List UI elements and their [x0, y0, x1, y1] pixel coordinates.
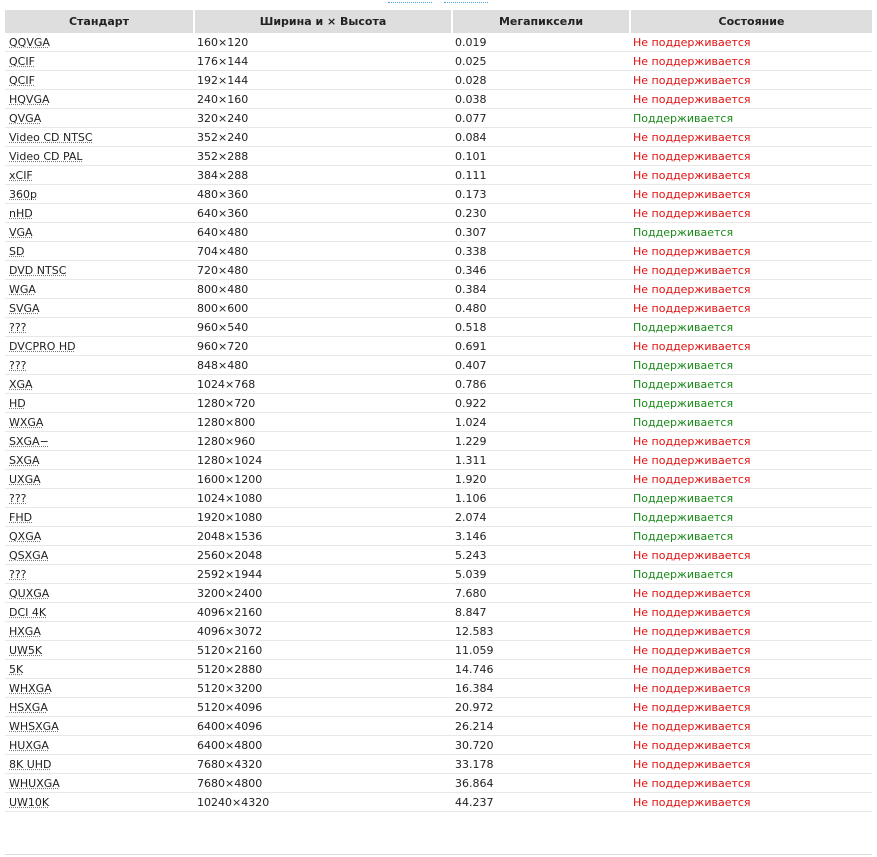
cell-megapixels: 26.214	[451, 717, 629, 736]
cell-standard[interactable]: SVGA	[5, 299, 193, 318]
cell-standard[interactable]: SD	[5, 242, 193, 261]
cell-standard[interactable]: Video CD PAL	[5, 147, 193, 166]
table-row	[5, 109, 872, 128]
cell-standard[interactable]: QVGA	[5, 109, 193, 128]
cell-resolution: 3200×2400	[193, 584, 451, 603]
cell-status: Поддерживается	[629, 413, 872, 432]
table-row	[5, 717, 872, 736]
cell-resolution: 1280×800	[193, 413, 451, 432]
table-row	[5, 128, 872, 147]
cell-megapixels: 16.384	[451, 679, 629, 698]
table-row	[5, 508, 872, 527]
cell-resolution: 1280×960	[193, 432, 451, 451]
table-row	[5, 546, 872, 565]
table-row	[5, 204, 872, 223]
table-row	[5, 584, 872, 603]
top-dotted-decoration	[0, 0, 877, 6]
table-row	[5, 33, 872, 52]
resolution-table	[5, 10, 872, 812]
cell-status: Не поддерживается	[629, 660, 872, 679]
cell-standard[interactable]: FHD	[5, 508, 193, 527]
table-row	[5, 565, 872, 584]
cell-standard[interactable]: WXGA	[5, 413, 193, 432]
cell-status: Не поддерживается	[629, 337, 872, 356]
cell-status: Поддерживается	[629, 223, 872, 242]
table-row	[5, 242, 872, 261]
table-row	[5, 641, 872, 660]
cell-standard[interactable]: QCIF	[5, 52, 193, 71]
cell-megapixels: 33.178	[451, 755, 629, 774]
cell-status: Не поддерживается	[629, 71, 872, 90]
cell-status: Не поддерживается	[629, 242, 872, 261]
table-row	[5, 736, 872, 755]
cell-resolution: 960×540	[193, 318, 451, 337]
cell-status: Поддерживается	[629, 394, 872, 413]
cell-standard[interactable]: QUXGA	[5, 584, 193, 603]
cell-standard[interactable]: HSXGA	[5, 698, 193, 717]
cell-megapixels: 0.518	[451, 318, 629, 337]
cell-resolution: 320×240	[193, 109, 451, 128]
cell-megapixels: 0.691	[451, 337, 629, 356]
cell-status: Поддерживается	[629, 527, 872, 546]
cell-resolution: 352×288	[193, 147, 451, 166]
cell-standard[interactable]: HUXGA	[5, 736, 193, 755]
cell-resolution: 5120×3200	[193, 679, 451, 698]
cell-megapixels: 5.039	[451, 565, 629, 584]
cell-resolution: 720×480	[193, 261, 451, 280]
cell-standard[interactable]: HD	[5, 394, 193, 413]
cell-megapixels: 44.237	[451, 793, 629, 812]
cell-megapixels: 0.230	[451, 204, 629, 223]
cell-standard[interactable]: 360p	[5, 185, 193, 204]
table-row	[5, 356, 872, 375]
cell-status: Поддерживается	[629, 489, 872, 508]
cell-megapixels: 1.106	[451, 489, 629, 508]
cell-resolution: 5120×2880	[193, 660, 451, 679]
cell-standard[interactable]: 5K	[5, 660, 193, 679]
bottom-divider	[5, 854, 872, 855]
cell-status: Поддерживается	[629, 109, 872, 128]
table-row	[5, 470, 872, 489]
cell-standard[interactable]: xCIF	[5, 166, 193, 185]
cell-resolution: 240×160	[193, 90, 451, 109]
cell-status: Не поддерживается	[629, 451, 872, 470]
cell-standard[interactable]: DVCPRO HD	[5, 337, 193, 356]
table-row	[5, 223, 872, 242]
cell-status: Поддерживается	[629, 565, 872, 584]
table-row	[5, 451, 872, 470]
cell-status: Не поддерживается	[629, 546, 872, 565]
cell-megapixels: 0.338	[451, 242, 629, 261]
table-row	[5, 147, 872, 166]
cell-megapixels: 20.972	[451, 698, 629, 717]
table-row	[5, 90, 872, 109]
cell-megapixels: 0.384	[451, 280, 629, 299]
cell-status: Не поддерживается	[629, 679, 872, 698]
cell-status: Поддерживается	[629, 356, 872, 375]
cell-standard[interactable]: SXGA	[5, 451, 193, 470]
cell-status: Не поддерживается	[629, 33, 872, 52]
cell-resolution: 1280×1024	[193, 451, 451, 470]
cell-resolution: 1920×1080	[193, 508, 451, 527]
table-row	[5, 299, 872, 318]
cell-status: Поддерживается	[629, 318, 872, 337]
cell-standard[interactable]: SXGA−	[5, 432, 193, 451]
cell-resolution: 160×120	[193, 33, 451, 52]
cell-status: Не поддерживается	[629, 622, 872, 641]
cell-megapixels: 0.101	[451, 147, 629, 166]
cell-resolution: 192×144	[193, 71, 451, 90]
cell-status: Поддерживается	[629, 375, 872, 394]
cell-resolution: 2560×2048	[193, 546, 451, 565]
cell-resolution: 704×480	[193, 242, 451, 261]
cell-megapixels: 5.243	[451, 546, 629, 565]
cell-resolution: 960×720	[193, 337, 451, 356]
table-row	[5, 185, 872, 204]
cell-resolution: 384×288	[193, 166, 451, 185]
cell-status: Не поддерживается	[629, 166, 872, 185]
cell-standard[interactable]: XGA	[5, 375, 193, 394]
cell-standard[interactable]: WHUXGA	[5, 774, 193, 793]
cell-standard[interactable]: ???	[5, 489, 193, 508]
table-row	[5, 375, 872, 394]
cell-resolution: 5120×2160	[193, 641, 451, 660]
cell-megapixels: 1.024	[451, 413, 629, 432]
cell-megapixels: 3.146	[451, 527, 629, 546]
cell-megapixels: 8.847	[451, 603, 629, 622]
cell-megapixels: 0.173	[451, 185, 629, 204]
table-row	[5, 280, 872, 299]
table-row	[5, 432, 872, 451]
cell-standard[interactable]: QQVGA	[5, 33, 193, 52]
cell-megapixels: 30.720	[451, 736, 629, 755]
cell-status: Не поддерживается	[629, 603, 872, 622]
cell-megapixels: 0.111	[451, 166, 629, 185]
cell-megapixels: 12.583	[451, 622, 629, 641]
cell-resolution: 848×480	[193, 356, 451, 375]
cell-status: Не поддерживается	[629, 128, 872, 147]
cell-status: Не поддерживается	[629, 204, 872, 223]
cell-standard[interactable]: WHSXGA	[5, 717, 193, 736]
cell-standard[interactable]: QSXGA	[5, 546, 193, 565]
cell-status: Не поддерживается	[629, 793, 872, 812]
header-status: Состояние	[629, 10, 872, 33]
cell-status: Не поддерживается	[629, 299, 872, 318]
cell-resolution: 352×240	[193, 128, 451, 147]
cell-resolution: 1600×1200	[193, 470, 451, 489]
cell-status: Не поддерживается	[629, 280, 872, 299]
table-row	[5, 622, 872, 641]
cell-standard[interactable]: VGA	[5, 223, 193, 242]
cell-standard[interactable]: ???	[5, 318, 193, 337]
cell-resolution: 640×360	[193, 204, 451, 223]
cell-status: Не поддерживается	[629, 90, 872, 109]
table-row	[5, 527, 872, 546]
cell-status: Не поддерживается	[629, 52, 872, 71]
cell-megapixels: 0.346	[451, 261, 629, 280]
header-standard: Стандарт	[5, 10, 193, 33]
cell-megapixels: 0.084	[451, 128, 629, 147]
table-row	[5, 489, 872, 508]
cell-resolution: 4096×3072	[193, 622, 451, 641]
cell-resolution: 640×480	[193, 223, 451, 242]
table-row	[5, 698, 872, 717]
cell-resolution: 4096×2160	[193, 603, 451, 622]
table-row	[5, 52, 872, 71]
table-row	[5, 603, 872, 622]
cell-status: Не поддерживается	[629, 641, 872, 660]
cell-standard[interactable]: WGA	[5, 280, 193, 299]
table-row	[5, 318, 872, 337]
table-row	[5, 660, 872, 679]
cell-standard[interactable]: nHD	[5, 204, 193, 223]
cell-standard[interactable]: HXGA	[5, 622, 193, 641]
cell-megapixels: 36.864	[451, 774, 629, 793]
cell-status: Поддерживается	[629, 508, 872, 527]
cell-status: Не поддерживается	[629, 185, 872, 204]
cell-resolution: 6400×4096	[193, 717, 451, 736]
cell-megapixels: 0.025	[451, 52, 629, 71]
cell-status: Не поддерживается	[629, 584, 872, 603]
table-row	[5, 755, 872, 774]
cell-standard[interactable]: UW5K	[5, 641, 193, 660]
table-row	[5, 679, 872, 698]
table-row	[5, 793, 872, 812]
cell-megapixels: 14.746	[451, 660, 629, 679]
table-row	[5, 337, 872, 356]
cell-status: Не поддерживается	[629, 755, 872, 774]
cell-resolution: 176×144	[193, 52, 451, 71]
table-row	[5, 71, 872, 90]
cell-megapixels: 1.311	[451, 451, 629, 470]
cell-standard[interactable]: ???	[5, 356, 193, 375]
cell-status: Не поддерживается	[629, 432, 872, 451]
cell-standard[interactable]: QCIF	[5, 71, 193, 90]
cell-resolution: 1024×768	[193, 375, 451, 394]
cell-megapixels: 0.407	[451, 356, 629, 375]
cell-status: Не поддерживается	[629, 261, 872, 280]
cell-standard[interactable]: DCI 4K	[5, 603, 193, 622]
cell-status: Не поддерживается	[629, 470, 872, 489]
header-megapixels: Мегапиксели	[451, 10, 629, 33]
cell-status: Не поддерживается	[629, 736, 872, 755]
table-header-row	[5, 10, 872, 33]
cell-megapixels: 0.077	[451, 109, 629, 128]
cell-resolution: 7680×4320	[193, 755, 451, 774]
cell-megapixels: 0.786	[451, 375, 629, 394]
cell-megapixels: 0.028	[451, 71, 629, 90]
cell-status: Не поддерживается	[629, 698, 872, 717]
table-row	[5, 166, 872, 185]
cell-status: Не поддерживается	[629, 147, 872, 166]
cell-megapixels: 0.307	[451, 223, 629, 242]
cell-standard[interactable]: WHXGA	[5, 679, 193, 698]
cell-megapixels: 11.059	[451, 641, 629, 660]
cell-resolution: 6400×4800	[193, 736, 451, 755]
cell-megapixels: 1.229	[451, 432, 629, 451]
cell-megapixels: 0.480	[451, 299, 629, 318]
table-row	[5, 394, 872, 413]
header-resolution: Ширина и × Высота	[193, 10, 451, 33]
table-row	[5, 413, 872, 432]
cell-standard[interactable]: ???	[5, 565, 193, 584]
cell-megapixels: 0.922	[451, 394, 629, 413]
cell-standard[interactable]: UW10K	[5, 793, 193, 812]
cell-standard[interactable]: DVD NTSC	[5, 261, 193, 280]
cell-resolution: 1280×720	[193, 394, 451, 413]
cell-standard[interactable]: UXGA	[5, 470, 193, 489]
cell-resolution: 2048×1536	[193, 527, 451, 546]
cell-status: Не поддерживается	[629, 774, 872, 793]
cell-resolution: 480×360	[193, 185, 451, 204]
cell-megapixels: 7.680	[451, 584, 629, 603]
table-row	[5, 261, 872, 280]
table-row	[5, 774, 872, 793]
cell-resolution: 5120×4096	[193, 698, 451, 717]
cell-standard[interactable]: HQVGA	[5, 90, 193, 109]
cell-resolution: 7680×4800	[193, 774, 451, 793]
cell-resolution: 800×600	[193, 299, 451, 318]
cell-standard[interactable]: Video CD NTSC	[5, 128, 193, 147]
cell-megapixels: 2.074	[451, 508, 629, 527]
cell-standard[interactable]: 8K UHD	[5, 755, 193, 774]
cell-resolution: 2592×1944	[193, 565, 451, 584]
cell-megapixels: 0.019	[451, 33, 629, 52]
cell-resolution: 1024×1080	[193, 489, 451, 508]
cell-standard[interactable]: QXGA	[5, 527, 193, 546]
cell-status: Не поддерживается	[629, 717, 872, 736]
cell-megapixels: 0.038	[451, 90, 629, 109]
cell-resolution: 800×480	[193, 280, 451, 299]
cell-resolution: 10240×4320	[193, 793, 451, 812]
cell-megapixels: 1.920	[451, 470, 629, 489]
table-body	[5, 33, 872, 812]
